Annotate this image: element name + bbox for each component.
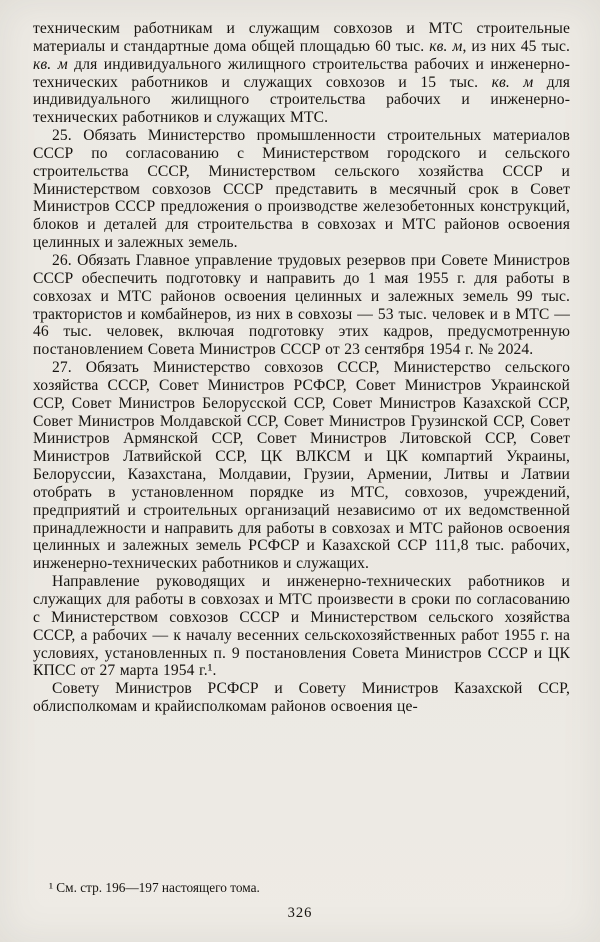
paragraph: [33, 573, 570, 680]
text-run: 25. Обязать Министерство промышленности строительных материалов СССР по согласованию с Министерством городского и сельского строительства СССР, Министерством сельского хозяйства СССР и Министерством совхозов СССР представить в месячный срок в Совет Министров СССР предложения о производстве железобетонных конструкций, блоков и деталей для строительства в совхозах и МТС районов освоения целинных и залежных земель.: [33, 127, 570, 252]
text-run: 27. Обязать Министерство совхозов СССР, Министерство сельского хозяйства СССР, Совет Министров РСФСР, Совет Министров Украинской ССР, Совет Министров Белорусской ССР, Совет Министров Казахской ССР, Совет Министров Молдавской ССР, Совет Министров Грузинской ССР, Совет Министров Армянской ССР, Совет Министров Литовской ССР, Совет Министров Латвийской ССР, ЦК ВЛКСМ и ЦК компартий Украины, Белоруссии, Казахстана, Молдавии, Грузии, Армении, Литвы и Латвии отобрать в установленном порядке из МТС, совхозов, учреждений, предприятий и строительных организаций независимо от их ведомственной принадлежности и направить для работы в совхозах и МТС районов освоения целинных и залежных земель РСФСР и Казахской ССР 111,8 тыс. рабочих, инженерно-технических работников и служащих.: [33, 359, 570, 573]
paragraph: [33, 20, 570, 127]
text-run: , из них 45 тыс.: [462, 37, 570, 55]
page-number: 326: [287, 905, 313, 921]
body-text: [33, 20, 570, 716]
text-run: для индивидуального жилищного строительства рабочих и инженерно-технических работников и служащих МТС.: [33, 73, 570, 127]
text-run: техническим работникам и служащим совхозов и МТС строительные материалы и стандартные дома общей площадью 60 тыс.: [33, 20, 570, 55]
footnote: ¹ См. стр. 196—197 настоящего тома.: [49, 880, 260, 895]
italic-text-run: кв. м: [429, 37, 463, 55]
text-run: для индивидуального жилищного строительства рабочих и инженерно-технических работников и служащих совхозов и 15 тыс.: [33, 55, 570, 91]
italic-text-run: кв. м: [491, 73, 534, 91]
italic-text-run: кв. м: [33, 55, 68, 73]
text-run: 26. Обязать Главное управление трудовых резервов при Совете Министров СССР обеспечить подготовку и направить до 1 мая 1955 г. для работы в совхозах и МТС районов освоения целинных и залежных земель 99 тыс. трактористов и комбайнеров, из них в совхозы — 53 тыс. человек и в МТС — 46 тыс. человек, включая подготовку этих кадров, предусмотренную постановлением Совета Министров СССР от 23 сентября 1954 г. № 2024.: [33, 251, 570, 359]
paragraph: [33, 252, 570, 359]
text-run: Совету Министров РСФСР и Совету Министров Казахской ССР, облисполкомам и крайисполкомам районов освоения це-: [33, 680, 570, 716]
paragraph: [33, 359, 570, 573]
paragraph: [33, 127, 570, 252]
paragraph: [33, 680, 570, 716]
text-run: Направление руководящих и инженерно-технических работников и служащих для работы в совхозах и МТС произвести в сроки по согласованию с Министерством совхозов СССР и Министерством сельского хозяйства СССР, а рабочих — к началу весенних сельскохозяйственных работ 1955 г. на условиях, установленных п. 9 постановления Совета Министров СССР и ЦК КПСС от 27 марта 1954 г.¹.: [33, 573, 570, 680]
